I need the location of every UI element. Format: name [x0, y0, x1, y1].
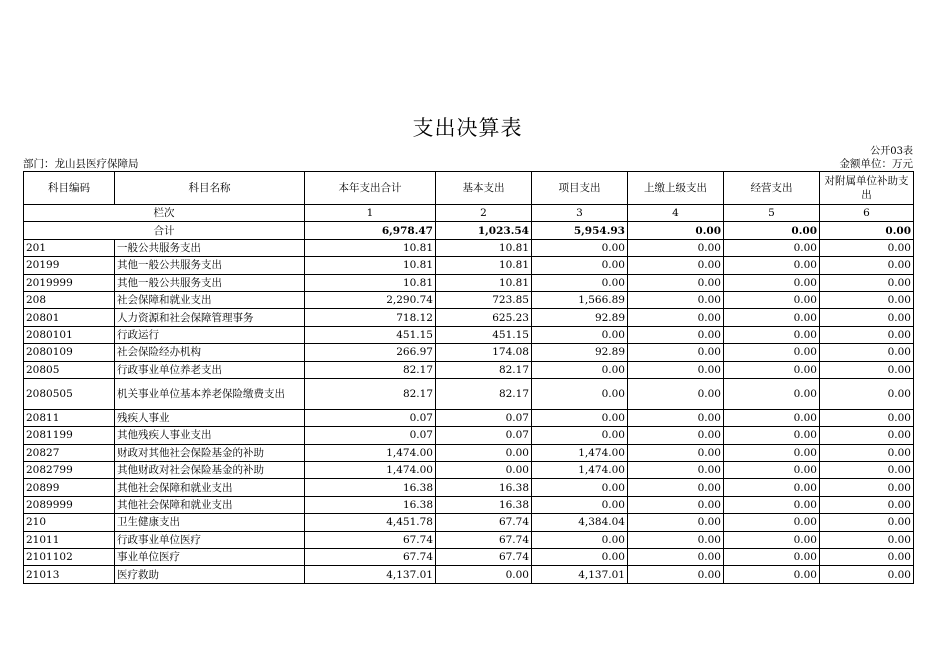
- subject-code: 20805: [24, 361, 115, 378]
- amount-cell: 0.00: [628, 514, 724, 531]
- total-cell: 0.00: [724, 222, 820, 239]
- subject-name: 社会保险经办机构: [115, 344, 305, 361]
- subject-name: 人力资源和社会保障管理事务: [115, 309, 305, 326]
- amount-cell: 0.00: [820, 257, 914, 274]
- subject-name: 行政事业单位医疗: [115, 531, 305, 548]
- amount-cell: 10.81: [436, 239, 532, 256]
- amount-cell: 0.00: [532, 378, 628, 409]
- amount-cell: 0.00: [628, 309, 724, 326]
- subject-name: 财政对其他社会保险基金的补助: [115, 444, 305, 461]
- amount-cell: 723.85: [436, 291, 532, 308]
- amount-cell: 0.00: [820, 549, 914, 566]
- amount-cell: 0.00: [628, 409, 724, 426]
- amount-cell: 82.17: [436, 378, 532, 409]
- amount-cell: 0.00: [628, 462, 724, 479]
- header-subsidiary: 对附属单位补助支出: [820, 172, 914, 205]
- total-label: 合计: [24, 222, 305, 239]
- total-cell: 0.00: [628, 222, 724, 239]
- table-row: [24, 361, 914, 378]
- header-code: 科目编码: [24, 172, 115, 205]
- amount-cell: 1,474.00: [305, 444, 436, 461]
- amount-cell: 0.00: [628, 344, 724, 361]
- amount-cell: 0.07: [305, 427, 436, 444]
- amount-cell: 0.00: [628, 257, 724, 274]
- amount-cell: 67.74: [436, 549, 532, 566]
- subject-code: 21011: [24, 531, 115, 548]
- subject-code: 2080505: [24, 378, 115, 409]
- amount-cell: 0.00: [532, 239, 628, 256]
- table-row: [24, 409, 914, 426]
- amount-cell: 0.00: [724, 462, 820, 479]
- amount-cell: 0.00: [628, 274, 724, 291]
- subject-code: 21013: [24, 566, 115, 583]
- amount-cell: 10.81: [305, 274, 436, 291]
- header-basic: 基本支出: [436, 172, 532, 205]
- total-cell: 0.00: [820, 222, 914, 239]
- subject-name: 其他一般公共服务支出: [115, 274, 305, 291]
- amount-cell: 0.00: [628, 239, 724, 256]
- table-row: [24, 479, 914, 496]
- amount-cell: 0.00: [436, 444, 532, 461]
- subject-name: 一般公共服务支出: [115, 239, 305, 256]
- amount-cell: 0.00: [532, 496, 628, 513]
- amount-cell: 0.00: [820, 566, 914, 583]
- subject-name: 医疗救助: [115, 566, 305, 583]
- total-cell: 6,978.47: [305, 222, 436, 239]
- amount-cell: 0.07: [305, 409, 436, 426]
- amount-cell: 92.89: [532, 309, 628, 326]
- amount-cell: 266.97: [305, 344, 436, 361]
- amount-cell: 0.00: [532, 257, 628, 274]
- table-row: [24, 326, 914, 343]
- amount-cell: 0.00: [820, 479, 914, 496]
- table-row: [24, 496, 914, 513]
- amount-cell: 0.00: [628, 361, 724, 378]
- amount-cell: 0.00: [532, 549, 628, 566]
- subject-name: 行政运行: [115, 326, 305, 343]
- amount-cell: 451.15: [436, 326, 532, 343]
- amount-cell: 1,566.89: [532, 291, 628, 308]
- amount-cell: 67.74: [305, 549, 436, 566]
- table-row: [24, 239, 914, 256]
- amount-cell: 4,451.78: [305, 514, 436, 531]
- amount-cell: 82.17: [305, 378, 436, 409]
- amount-cell: 0.00: [724, 257, 820, 274]
- unit-label: 金额单位：万元: [839, 158, 913, 170]
- table-row: [24, 462, 914, 479]
- amount-cell: 0.00: [532, 427, 628, 444]
- amount-cell: 451.15: [305, 326, 436, 343]
- amount-cell: 0.00: [820, 496, 914, 513]
- amount-cell: 0.00: [820, 326, 914, 343]
- amount-cell: 0.00: [724, 427, 820, 444]
- table-row: [24, 274, 914, 291]
- amount-cell: 0.00: [532, 361, 628, 378]
- amount-cell: 0.00: [532, 409, 628, 426]
- amount-cell: 0.07: [436, 427, 532, 444]
- amount-cell: 67.74: [305, 531, 436, 548]
- amount-cell: 92.89: [532, 344, 628, 361]
- amount-cell: 10.81: [436, 274, 532, 291]
- amount-cell: 16.38: [436, 496, 532, 513]
- amount-cell: 10.81: [305, 257, 436, 274]
- subject-code: 210: [24, 514, 115, 531]
- header-row: [24, 172, 914, 205]
- amount-cell: 0.00: [724, 344, 820, 361]
- subject-code: 20827: [24, 444, 115, 461]
- index-cell: 6: [820, 205, 914, 222]
- amount-cell: 1,474.00: [305, 462, 436, 479]
- subject-name: 事业单位医疗: [115, 549, 305, 566]
- amount-cell: 0.00: [724, 291, 820, 308]
- amount-cell: 0.00: [724, 514, 820, 531]
- amount-cell: 0.00: [820, 239, 914, 256]
- subject-code: 2089999: [24, 496, 115, 513]
- table-row: [24, 444, 914, 461]
- amount-cell: 0.00: [724, 274, 820, 291]
- header-name: 科目名称: [115, 172, 305, 205]
- amount-cell: 82.17: [436, 361, 532, 378]
- index-label: 栏次: [24, 205, 305, 222]
- amount-cell: 0.00: [628, 531, 724, 548]
- amount-cell: 0.00: [820, 427, 914, 444]
- amount-cell: 0.00: [532, 479, 628, 496]
- table-row: [24, 257, 914, 274]
- amount-cell: 0.00: [820, 361, 914, 378]
- amount-cell: 4,137.01: [305, 566, 436, 583]
- amount-cell: 174.08: [436, 344, 532, 361]
- amount-cell: 0.00: [724, 444, 820, 461]
- amount-cell: 0.00: [628, 496, 724, 513]
- table-row: [24, 378, 914, 409]
- amount-cell: 0.00: [820, 291, 914, 308]
- subject-code: 20801: [24, 309, 115, 326]
- amount-cell: 0.00: [628, 326, 724, 343]
- amount-cell: 4,384.04: [532, 514, 628, 531]
- amount-cell: 0.00: [628, 479, 724, 496]
- amount-cell: 67.74: [436, 514, 532, 531]
- amount-cell: 0.00: [820, 344, 914, 361]
- amount-cell: 0.00: [724, 361, 820, 378]
- table-row: [24, 309, 914, 326]
- amount-cell: 0.00: [820, 531, 914, 548]
- header-project: 项目支出: [532, 172, 628, 205]
- index-row: [24, 205, 914, 222]
- table-row: [24, 549, 914, 566]
- amount-cell: 2,290.74: [305, 291, 436, 308]
- amount-cell: 0.00: [724, 566, 820, 583]
- amount-cell: 0.00: [724, 309, 820, 326]
- amount-cell: 0.00: [724, 239, 820, 256]
- index-cell: 3: [532, 205, 628, 222]
- header-upper: 上缴上级支出: [628, 172, 724, 205]
- header-total: 本年支出合计: [305, 172, 436, 205]
- subject-name: 社会保障和就业支出: [115, 291, 305, 308]
- amount-cell: 0.00: [628, 427, 724, 444]
- form-number: 公开03表: [870, 146, 913, 157]
- amount-cell: 0.00: [628, 291, 724, 308]
- subject-code: 2082799: [24, 462, 115, 479]
- amount-cell: 0.00: [628, 566, 724, 583]
- subject-code: 20199: [24, 257, 115, 274]
- subject-name: 其他残疾人事业支出: [115, 427, 305, 444]
- amount-cell: 0.07: [436, 409, 532, 426]
- amount-cell: 0.00: [820, 409, 914, 426]
- department-label: 部门：龙山县医疗保障局: [23, 158, 139, 170]
- amount-cell: 0.00: [724, 409, 820, 426]
- amount-cell: 1,474.00: [532, 444, 628, 461]
- amount-cell: 16.38: [305, 479, 436, 496]
- amount-cell: 16.38: [305, 496, 436, 513]
- amount-cell: 0.00: [436, 462, 532, 479]
- total-row: [24, 222, 914, 239]
- index-cell: 2: [436, 205, 532, 222]
- amount-cell: 0.00: [724, 531, 820, 548]
- table-row: [24, 566, 914, 583]
- subject-name: 其他社会保障和就业支出: [115, 496, 305, 513]
- amount-cell: 0.00: [820, 274, 914, 291]
- amount-cell: 0.00: [628, 378, 724, 409]
- subject-name: 卫生健康支出: [115, 514, 305, 531]
- subject-name: 其他社会保障和就业支出: [115, 479, 305, 496]
- amount-cell: 0.00: [820, 514, 914, 531]
- table-row: [24, 344, 914, 361]
- amount-cell: 0.00: [820, 309, 914, 326]
- amount-cell: 625.23: [436, 309, 532, 326]
- amount-cell: 0.00: [820, 444, 914, 461]
- amount-cell: 0.00: [436, 566, 532, 583]
- amount-cell: 0.00: [628, 444, 724, 461]
- subject-code: 2081199: [24, 427, 115, 444]
- page-title: 支出决算表: [412, 116, 523, 140]
- subject-code: 2080109: [24, 344, 115, 361]
- amount-cell: 0.00: [724, 378, 820, 409]
- table-row: [24, 291, 914, 308]
- amount-cell: 0.00: [724, 496, 820, 513]
- amount-cell: 0.00: [724, 549, 820, 566]
- amount-cell: 10.81: [436, 257, 532, 274]
- amount-cell: 0.00: [532, 326, 628, 343]
- subject-name: 行政事业单位养老支出: [115, 361, 305, 378]
- amount-cell: 16.38: [436, 479, 532, 496]
- table-row: [24, 427, 914, 444]
- amount-cell: 4,137.01: [532, 566, 628, 583]
- amount-cell: 0.00: [820, 462, 914, 479]
- table-row: [24, 514, 914, 531]
- amount-cell: 718.12: [305, 309, 436, 326]
- subject-code: 208: [24, 291, 115, 308]
- subject-code: 20811: [24, 409, 115, 426]
- subject-code: 201: [24, 239, 115, 256]
- subject-code: 2080101: [24, 326, 115, 343]
- amount-cell: 0.00: [628, 549, 724, 566]
- index-cell: 1: [305, 205, 436, 222]
- table-row: [24, 531, 914, 548]
- amount-cell: 10.81: [305, 239, 436, 256]
- expenditure-table: [23, 171, 914, 584]
- index-cell: 5: [724, 205, 820, 222]
- amount-cell: 0.00: [724, 479, 820, 496]
- subject-code: 20899: [24, 479, 115, 496]
- amount-cell: 0.00: [724, 326, 820, 343]
- amount-cell: 0.00: [532, 531, 628, 548]
- total-cell: 1,023.54: [436, 222, 532, 239]
- amount-cell: 82.17: [305, 361, 436, 378]
- subject-name: 其他财政对社会保险基金的补助: [115, 462, 305, 479]
- index-cell: 4: [628, 205, 724, 222]
- header-operating: 经营支出: [724, 172, 820, 205]
- amount-cell: 67.74: [436, 531, 532, 548]
- subject-name: 其他一般公共服务支出: [115, 257, 305, 274]
- subject-name: 机关事业单位基本养老保险缴费支出: [115, 378, 305, 409]
- subject-code: 2019999: [24, 274, 115, 291]
- total-cell: 5,954.93: [532, 222, 628, 239]
- amount-cell: 0.00: [820, 378, 914, 409]
- amount-cell: 1,474.00: [532, 462, 628, 479]
- subject-name: 残疾人事业: [115, 409, 305, 426]
- subject-code: 2101102: [24, 549, 115, 566]
- amount-cell: 0.00: [532, 274, 628, 291]
